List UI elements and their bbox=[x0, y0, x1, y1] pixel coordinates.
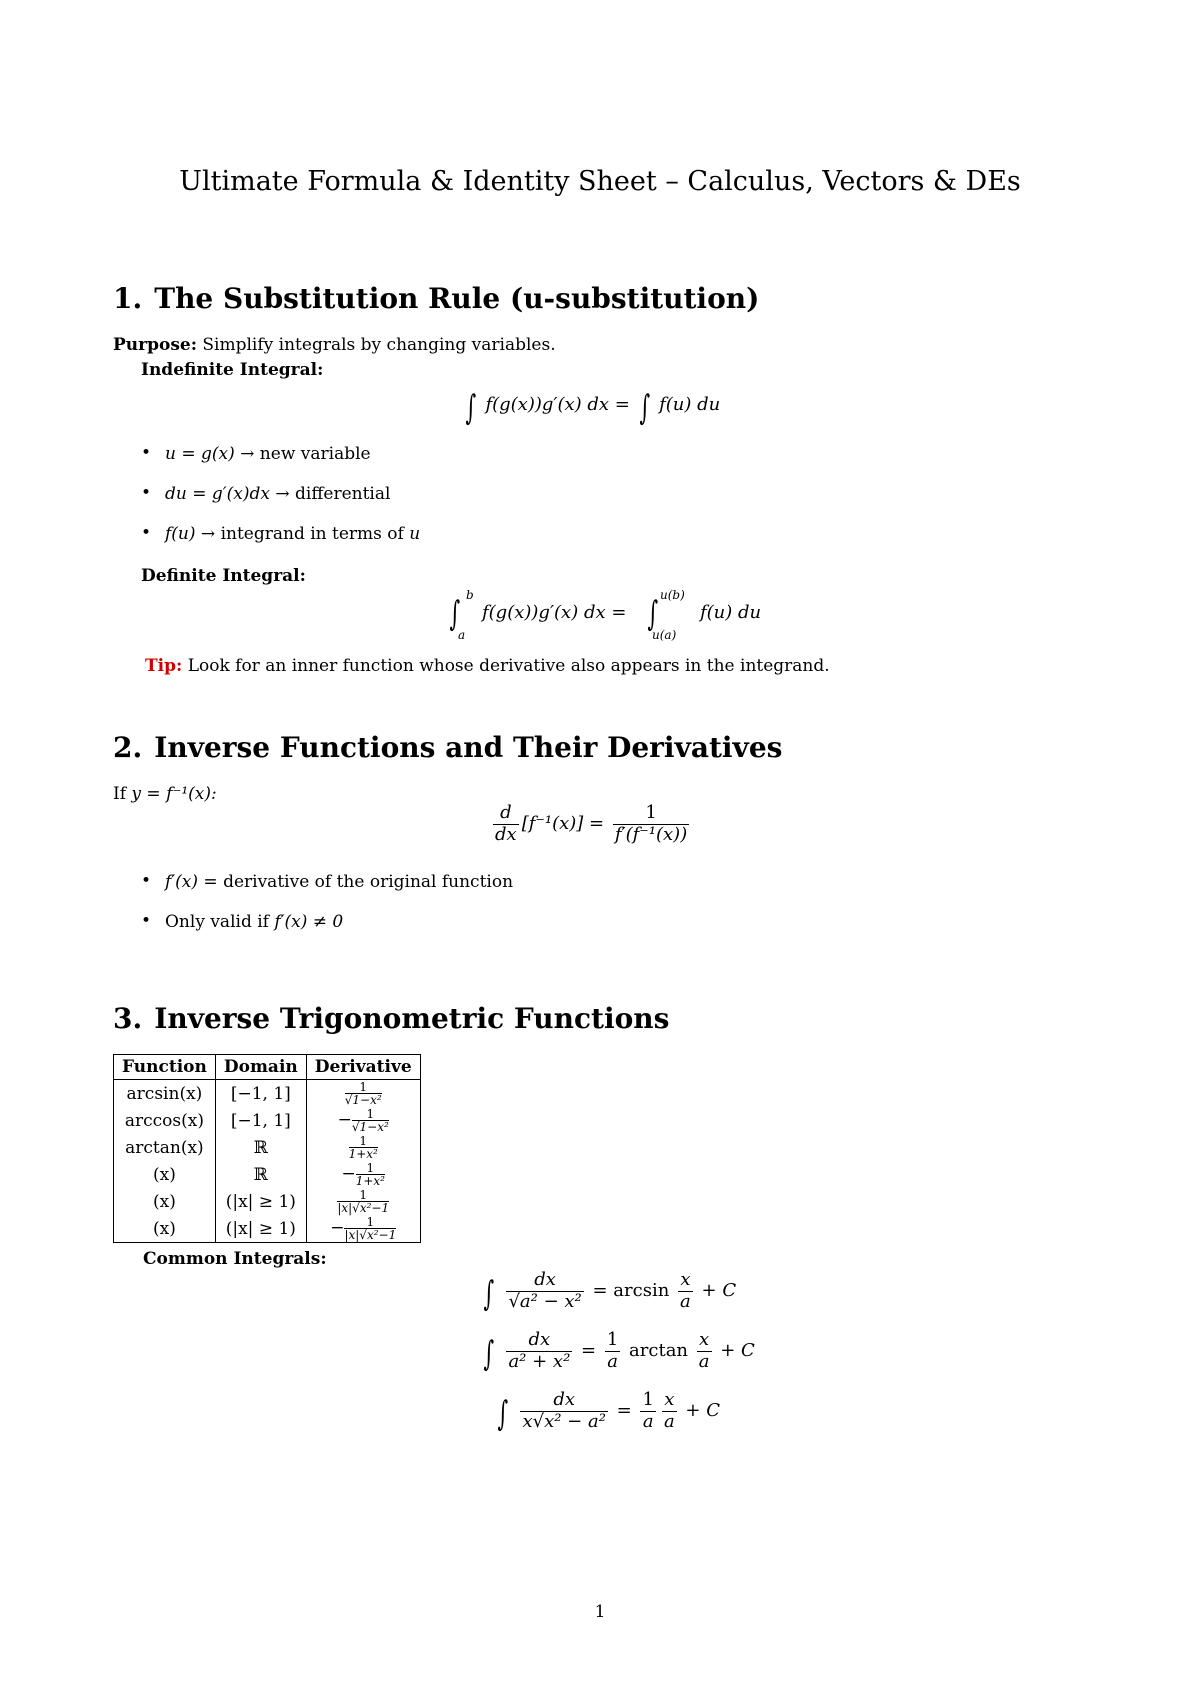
list-item: • f′(x) = derivative of the original function bbox=[141, 872, 513, 912]
table-row: arctan(x) ℝ $\frac{1}{\text{1+x²}}$ bbox=[114, 1134, 421, 1161]
table-row: arcsin(x) [−1, 1] $\frac{1}{\text{√1−x²}}$ bbox=[114, 1080, 421, 1108]
section-title: The Substitution Rule (u-substitution) bbox=[154, 282, 760, 315]
inverse-derivative-formula: $\frac{d}{dx}$ [f⁻¹(x)] = $\frac{1}{\text{f′(f⁻¹(x))}}$ bbox=[495, 802, 688, 845]
page-title: Ultimate Formula & Identity Sheet – Calculus, Vectors & DEs bbox=[179, 166, 1021, 197]
indefinite-rhs: f(u) du bbox=[659, 394, 721, 415]
integral-lower: u(a) bbox=[652, 628, 677, 642]
section-number: 3. bbox=[113, 1002, 143, 1035]
indefinite-label: Indefinite Integral: bbox=[141, 360, 324, 380]
definite-rhs: f(u) du bbox=[700, 602, 762, 623]
section-number: 2. bbox=[113, 731, 143, 764]
section-heading-inverse-trig bbox=[113, 1002, 669, 1035]
integral-sign: ∫ bbox=[639, 388, 650, 428]
common-integral-arcsin: ∫ $\frac{dx}{\text{√a² − x²}}$ = arcsin $\frac{x}{a}$ + C bbox=[483, 1269, 737, 1315]
common-integrals-label: Common Integrals: bbox=[143, 1249, 327, 1269]
integral-sign: ∫ bbox=[483, 1334, 495, 1375]
list-item: • du = g′(x)dx → differential bbox=[141, 484, 420, 524]
indefinite-lhs: f(g(x))g′(x) dx = bbox=[485, 394, 630, 415]
table-row: (x) (|x| ≥ 1) − $\frac{1}{\text{|x|√x²−1}}$ bbox=[114, 1215, 421, 1243]
integral-sign: ∫ bbox=[647, 594, 659, 634]
definite-label: Definite Integral: bbox=[141, 566, 306, 586]
integral-sign: ∫ bbox=[449, 594, 461, 634]
list-item: • f(u) → integrand in terms of u bbox=[141, 524, 420, 564]
table-row: arccos(x) [−1, 1] − $\frac{1}{\text{√1−x²}}$ bbox=[114, 1107, 421, 1134]
integral-lower: a bbox=[458, 628, 466, 642]
substitution-bullets bbox=[141, 444, 420, 564]
purpose-text: Simplify integrals by changing variables. bbox=[202, 335, 556, 355]
definite-lhs: f(g(x))g′(x) dx = bbox=[482, 602, 627, 623]
purpose-line bbox=[113, 335, 556, 355]
column-header: Domain bbox=[215, 1055, 306, 1080]
common-integral-arcsec: ∫ $\frac{dx}{\text{x√x² − a²}}$ = $\frac{1}{a}$ $\frac{x}{a}$ + C bbox=[497, 1389, 720, 1435]
list-item: • Only valid if f′(x) ≠ 0 bbox=[141, 912, 513, 952]
inverse-derivative-rhs: $\frac{1}{\text{f′(f⁻¹(x))}}$ bbox=[614, 802, 688, 845]
integral-upper: u(b) bbox=[660, 588, 685, 602]
section-title: Inverse Trigonometric Functions bbox=[154, 1002, 670, 1035]
section-heading-inverse-functions bbox=[113, 731, 782, 764]
list-item: • u = g(x) → new variable bbox=[141, 444, 420, 484]
page-number: 1 bbox=[594, 1602, 606, 1622]
integral-sign: ∫ bbox=[465, 388, 477, 428]
section-number: 1. bbox=[113, 282, 143, 315]
table-row: (x) ℝ − $\frac{1}{\text{1+x²}}$ bbox=[114, 1161, 421, 1188]
column-header: Function bbox=[114, 1055, 216, 1080]
integral-upper: b bbox=[466, 588, 474, 602]
indefinite-formula bbox=[462, 388, 720, 428]
common-integral-arctan: ∫ $\frac{dx}{\text{a² + x²}}$ = $\frac{1}{a}$ arctan $\frac{x}{a}$ + C bbox=[483, 1329, 755, 1375]
inverse-bullets bbox=[141, 872, 513, 952]
derivative-operator: $\frac{d}{dx}$ bbox=[495, 802, 517, 845]
tip-line bbox=[145, 656, 830, 676]
column-header: Derivative bbox=[306, 1055, 420, 1080]
tip-label: Tip: bbox=[145, 656, 183, 676]
section-heading-substitution bbox=[113, 282, 759, 315]
inverse-intro: If y = f⁻¹(x): bbox=[113, 784, 217, 804]
section-title: Inverse Functions and Their Derivatives bbox=[154, 731, 783, 764]
tip-text: Look for an inner function whose derivative also appears in the integrand. bbox=[187, 656, 830, 676]
inverse-trig-table bbox=[113, 1054, 421, 1243]
integral-sign: ∫ bbox=[483, 1274, 495, 1315]
table-row: (x) (|x| ≥ 1) $\frac{1}{\text{|x|√x²−1}}$ bbox=[114, 1188, 421, 1215]
integral-sign: ∫ bbox=[497, 1394, 509, 1435]
purpose-label: Purpose: bbox=[113, 335, 197, 355]
table-header-row bbox=[114, 1055, 421, 1080]
